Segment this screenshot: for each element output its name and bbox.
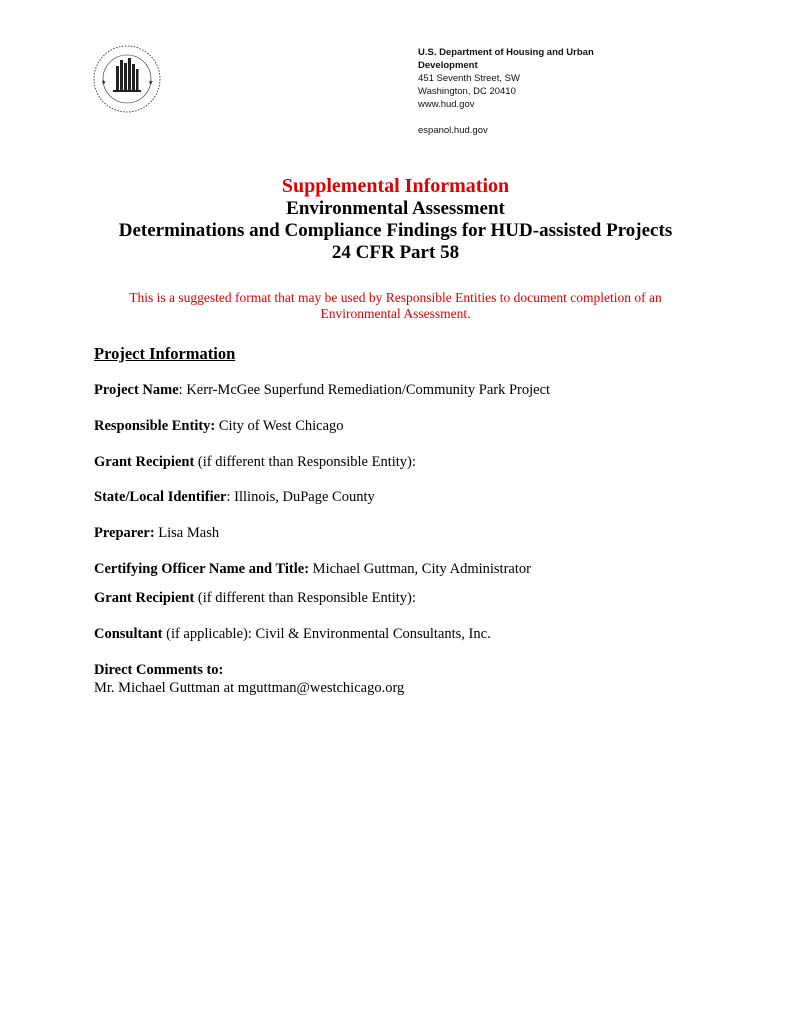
direct-comments-value-row [94,680,404,697]
responsible-entity-field [94,418,344,435]
project-name-sep: : [178,382,187,398]
responsible-entity-label: Responsible Entity: [94,418,216,434]
svg-text:★: ★ [101,79,107,86]
determinations-title: Determinations and Compliance Findings for HUD-assisted Projects [118,220,673,241]
project-name-value: Kerr-McGee Superfund Remediation/Community Park Project [186,382,551,398]
website-link[interactable]: www.hud.gov [418,99,475,110]
grant-recipient-note-2: (if different than Responsible Entity): [194,590,416,606]
agency-name-line2: Development [418,60,478,71]
state-local-value: Illinois, DuPage County [234,489,375,505]
grant-recipient-label-2: Grant Recipient [94,590,195,606]
preparer-value: Lisa Mash [154,525,220,541]
certifying-officer-field [94,561,531,578]
preparer-field [94,525,219,542]
state-local-sep: : [226,489,235,505]
cfr-title: 24 CFR Part 58 [331,242,460,263]
consultant-value: Civil & Environmental Consultants, Inc. [255,626,491,642]
grant-recipient-note: (if different than Responsible Entity): [194,454,416,470]
direct-comments-label-row [94,662,223,679]
document-titles [0,174,791,264]
format-note: This is a suggested format that may be used by Responsible Entities to document completion of an Environmental Assessment. [129,290,662,321]
responsible-entity-value: City of West Chicago [215,418,344,434]
hud-seal-icon [92,44,162,114]
consultant-note: (if applicable) [162,626,248,642]
project-name-label: Project Name [94,382,179,398]
direct-comments-value[interactable]: Mr. Michael Guttman at mguttman@westchicago.org [94,680,405,696]
assessment-title: Environmental Assessment [286,198,505,219]
project-info-heading: Project Information [94,344,236,363]
svg-text:★: ★ [148,79,154,86]
address-line2: Washington, DC 20410 [418,86,516,97]
certifying-officer-label: Certifying Officer Name and Title: [94,561,310,577]
website-es-link[interactable]: espanol.hud.gov [418,125,488,136]
preparer-label: Preparer: [94,525,155,541]
grant-recipient-field [94,454,416,471]
agency-address-block [418,46,718,137]
certifying-officer-value: Michael Guttman, City Administrator [309,561,531,577]
agency-name-line1: U.S. Department of Housing and Urban [418,47,594,58]
supplemental-title: Supplemental Information [281,175,510,197]
direct-comments-label: Direct Comments to: [94,662,224,678]
grant-recipient-label: Grant Recipient [94,454,195,470]
consultant-label: Consultant [94,626,163,642]
state-local-field [94,489,375,506]
grant-recipient-field-2 [94,590,416,607]
consultant-sep: : [247,626,256,642]
project-name-field [94,382,550,399]
state-local-label: State/Local Identifier [94,489,227,505]
address-line1: 451 Seventh Street, SW [418,73,520,84]
consultant-field [94,626,491,643]
